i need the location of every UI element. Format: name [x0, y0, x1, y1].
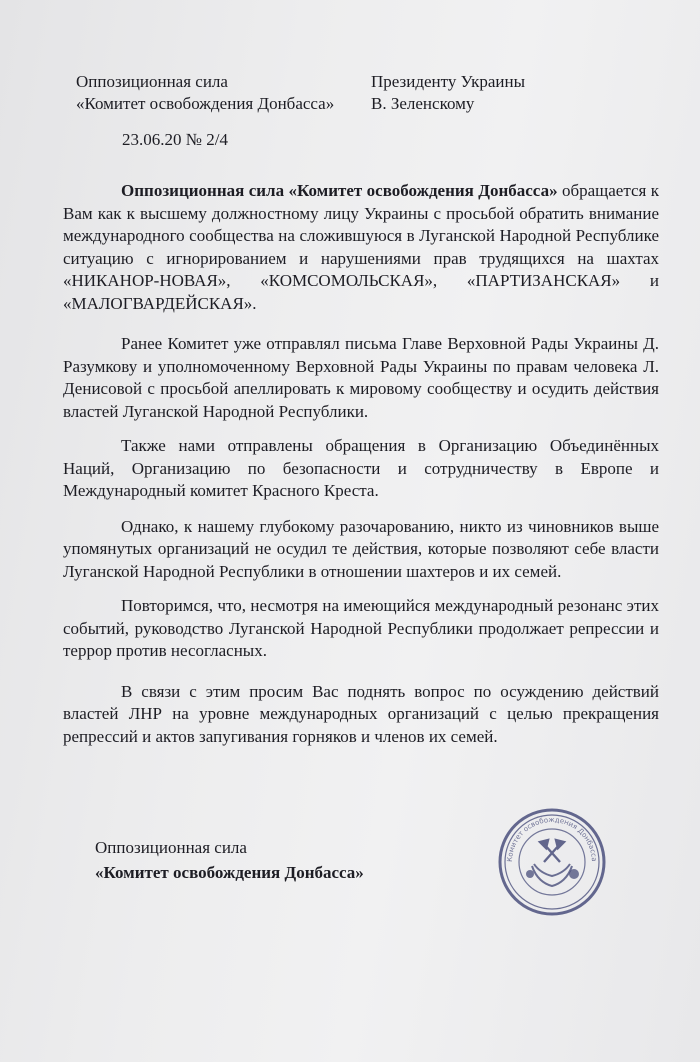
- recipient-line-1: Президенту Украины: [371, 72, 526, 91]
- letter-body: [63, 180, 659, 748]
- paragraph-6: В связи с этим просим Вас поднять вопрос по осуждению действий властей ЛНР на уровне международных организаций с целью прекращения репрессий и актов запугивания горняков и членов их семей.: [63, 681, 659, 746]
- paragraph-2: Ранее Комитет уже отправлял письма Главе Верховной Рады Украины Д. Разумкову и уполномоченному Верховной Рады Украины по правам человека Л. Денисовой с просьбой апеллировать к мировому сообществу и осудить действия властей Луганской Народной Республики.: [63, 334, 659, 421]
- hammer-pick-icon: [540, 840, 564, 862]
- signature-line-1: Оппозиционная сила: [95, 838, 247, 857]
- sender-line-1: Оппозиционная сила: [76, 72, 228, 91]
- date-number: 23.06.20 № 2/4: [122, 130, 228, 149]
- paragraph-1-org-name: Оппозиционная сила «Комитет освобождения Донбасса»: [121, 181, 558, 200]
- paragraph-5: Повторимся, что, несмотря на имеющийся международный резонанс этих событий, руководство Луганской Народной Республики продолжает репрессии и террор против несогласных.: [63, 596, 659, 660]
- stamp-ring-text: Комитет освобождения Донбасса: [505, 815, 599, 863]
- organization-stamp: [498, 808, 606, 916]
- recipient-block: [371, 71, 525, 115]
- signature-line-2: «Комитет освобождения Донбасса»: [95, 863, 364, 882]
- signature-block: [95, 835, 364, 885]
- paragraph-4: Однако, к нашему глубокому разочарованию, никто из чиновников выше упомянутых организаций не осудил те действия, которые позволяют себе власти Луганской Народной Республики в отношении шахтеров и их семей.: [63, 516, 659, 581]
- sender-block: [76, 71, 334, 115]
- sender-line-2: «Комитет освобождения Донбасса»: [76, 94, 335, 113]
- recipient-line-2: В. Зеленскому: [371, 94, 475, 113]
- paragraph-1: [63, 180, 659, 315]
- paragraph-1-text: обращается к Вам как к высшему должностному лицу Украины с просьбой обратить внимание международного сообщества на сложившуюся в Луганской Народной Республике ситуацию с игнорированием и нарушениями прав трудящихся на шахтах «НИКАНОР-НОВАЯ», «КОМСОМОЛЬСКАЯ», «ПАРТИЗАНСКАЯ» и «МАЛОГВАРДЕЙСКАЯ».: [63, 181, 660, 313]
- hands-icon: [532, 864, 572, 886]
- stamp-seal: [498, 808, 606, 916]
- stamp-outer-ring: [500, 810, 604, 914]
- paragraph-3: Также нами отправлены обращения в Организацию Объединённых Наций, Организацию по безопасности и сотрудничеству в Европе и Международный комитет Красного Креста.: [63, 436, 659, 500]
